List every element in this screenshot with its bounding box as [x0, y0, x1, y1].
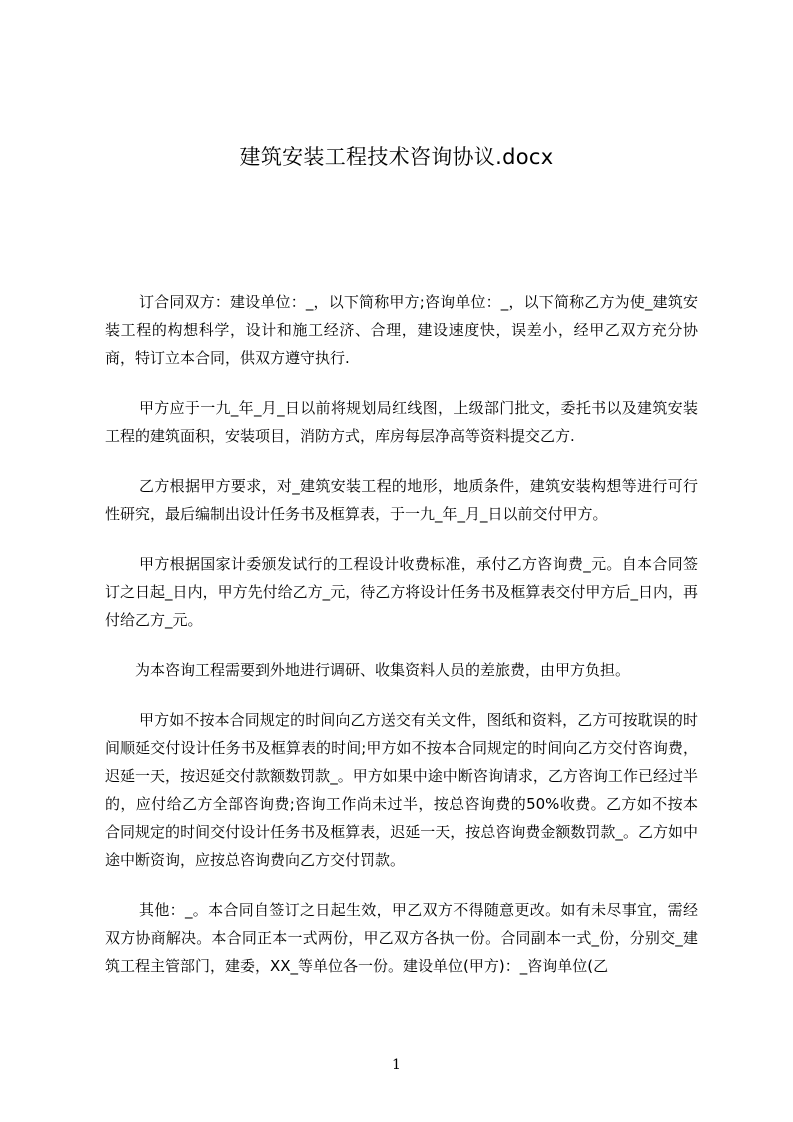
document-title: 建筑安装工程技术咨询协议.docx	[239, 145, 554, 169]
paragraph-fees: 甲方根据国家计委颁发试行的工程设计收费标准，承付乙方咨询费_元。自本合同签订之日起_日内，甲方先付给乙方_元，待乙方将设计任务书及框算表交付甲方后_日内，再付给乙方_元。	[105, 555, 698, 629]
paragraph-materials: 甲方应于一九_年_月_日以前将规划局红线图，上级部门批文，委托书以及建筑安装工程的建筑面积，安装项目，消防方式，库房每层净高等资料提交乙方.	[105, 399, 698, 445]
document-body	[105, 288, 698, 988]
page-number: 1	[392, 1057, 401, 1073]
paragraph-parties: 订合同双方：建设单位：_，以下简称甲方;咨询单位：_，以下简称乙方为使_建筑安装工程的构想科学，设计和施工经济、合理，建设速度快，误差小，经甲乙双方充分协商，特订立本合同，供双方遵守执行.	[105, 293, 698, 367]
paragraph-feasibility: 乙方根据甲方要求，对_建筑安装工程的地形，地质条件，建筑安装构想等进行可行性研究，最后编制出设计任务书及框算表，于一九_年_月_日以前交付甲方。	[105, 477, 698, 523]
paragraph-travel-expenses: 为本咨询工程需要到外地进行调研、收集资料人员的差旅费，由甲方负担。	[135, 661, 631, 679]
paragraph-penalties: 甲方如不按本合同规定的时间向乙方送交有关文件，图纸和资料，乙方可按耽误的时间顺延交付设计任务书及框算表的时间;甲方如不按本合同规定的时间向乙方交付咨询费，迟延一天，按迟延交付款额数罚款_。甲方如果中途中断咨询请求，乙方咨询工作已经过半的，应付给乙方全部咨询费;咨询工作尚未过半，按总咨询费的50%收费。乙方如不按本合同规定的时间交付设计任务书及框算表，迟延一天，按总咨询费金额数罚款_。乙方如中途中断资询，应按总咨询费向乙方交付罚款。	[105, 711, 698, 869]
paragraph-other-terms: 其他：_。本合同自签订之日起生效，甲乙双方不得随意更改。如有未尽事宜，需经双方协商解决。本合同正本一式两份，甲乙双方各执一份。合同副本一式_份，分别交_建筑工程主管部门，建委，XX_等单位各一份。建设单位(甲方)：_咨询单位(乙	[105, 901, 698, 975]
